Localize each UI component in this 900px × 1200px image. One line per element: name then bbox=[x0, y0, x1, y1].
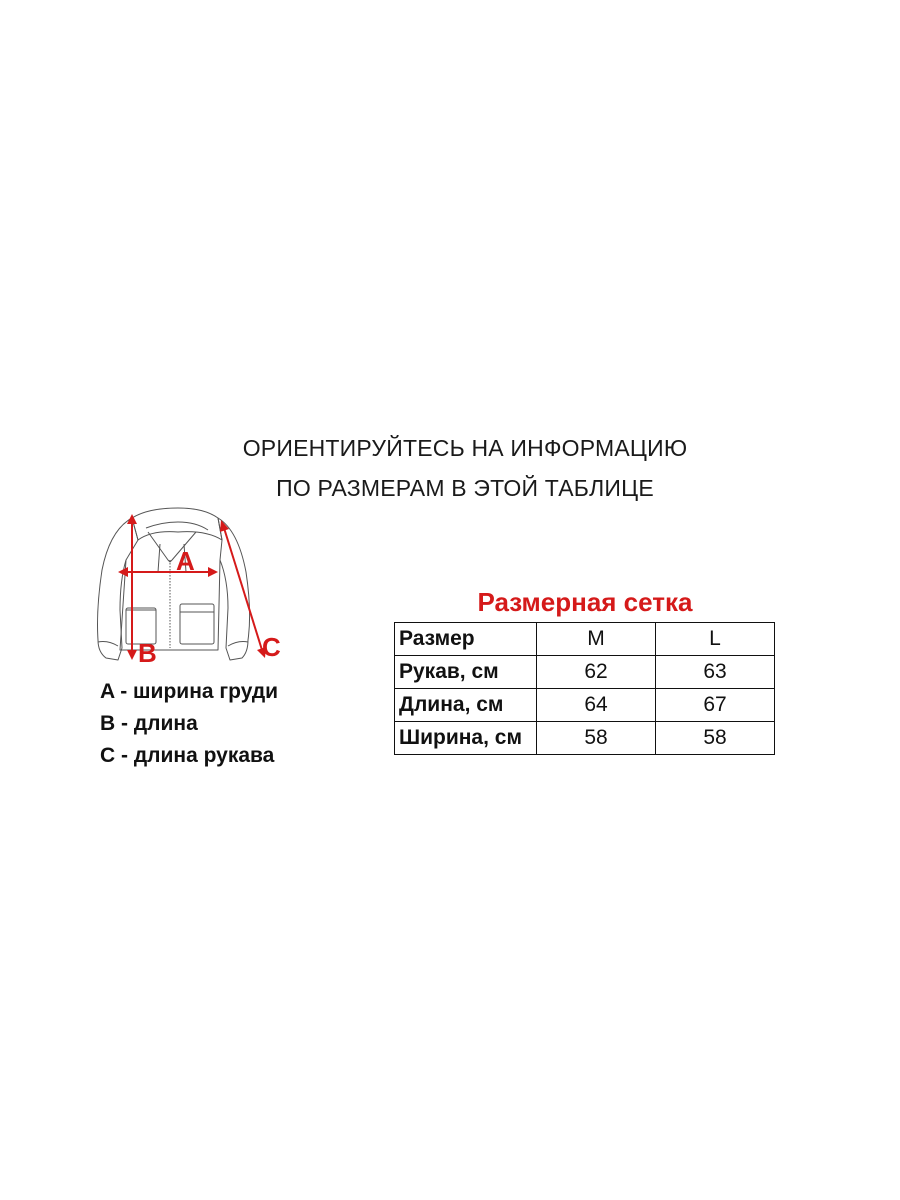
row-value: 63 bbox=[656, 656, 775, 689]
row-value: 58 bbox=[656, 722, 775, 755]
row-value: 62 bbox=[537, 656, 656, 689]
table-row bbox=[395, 722, 775, 755]
row-value: 67 bbox=[656, 689, 775, 722]
heading-line-2: ПО РАЗМЕРАМ В ЭТОЙ ТАБЛИЦЕ bbox=[276, 475, 654, 501]
heading-line-1: ОРИЕНТИРУЙТЕСЬ НА ИНФОРМАЦИЮ bbox=[242, 435, 688, 461]
size-table bbox=[394, 622, 775, 755]
marker-b: B bbox=[138, 638, 157, 668]
header-size-m: M bbox=[537, 623, 656, 656]
legend-b: B - длина bbox=[100, 712, 198, 735]
marker-a: A bbox=[176, 546, 195, 576]
row-value: 58 bbox=[537, 722, 656, 755]
row-label: Длина, см bbox=[395, 689, 537, 722]
table-row bbox=[395, 689, 775, 722]
row-value: 64 bbox=[537, 689, 656, 722]
jacket-outline bbox=[98, 508, 250, 660]
header-label: Размер bbox=[395, 623, 537, 656]
row-label: Ширина, см bbox=[395, 722, 537, 755]
jacket-measurement-diagram bbox=[88, 500, 298, 672]
size-table-title: Размерная сетка bbox=[477, 587, 693, 617]
marker-c: C bbox=[262, 632, 281, 662]
table-header-row bbox=[395, 623, 775, 656]
legend-a: A - ширина груди bbox=[100, 680, 279, 703]
header-size-l: L bbox=[656, 623, 775, 656]
measure-arrow-b bbox=[127, 514, 137, 660]
table-row bbox=[395, 656, 775, 689]
row-label: Рукав, см bbox=[395, 656, 537, 689]
legend-c: C - длина рукава bbox=[100, 744, 275, 767]
